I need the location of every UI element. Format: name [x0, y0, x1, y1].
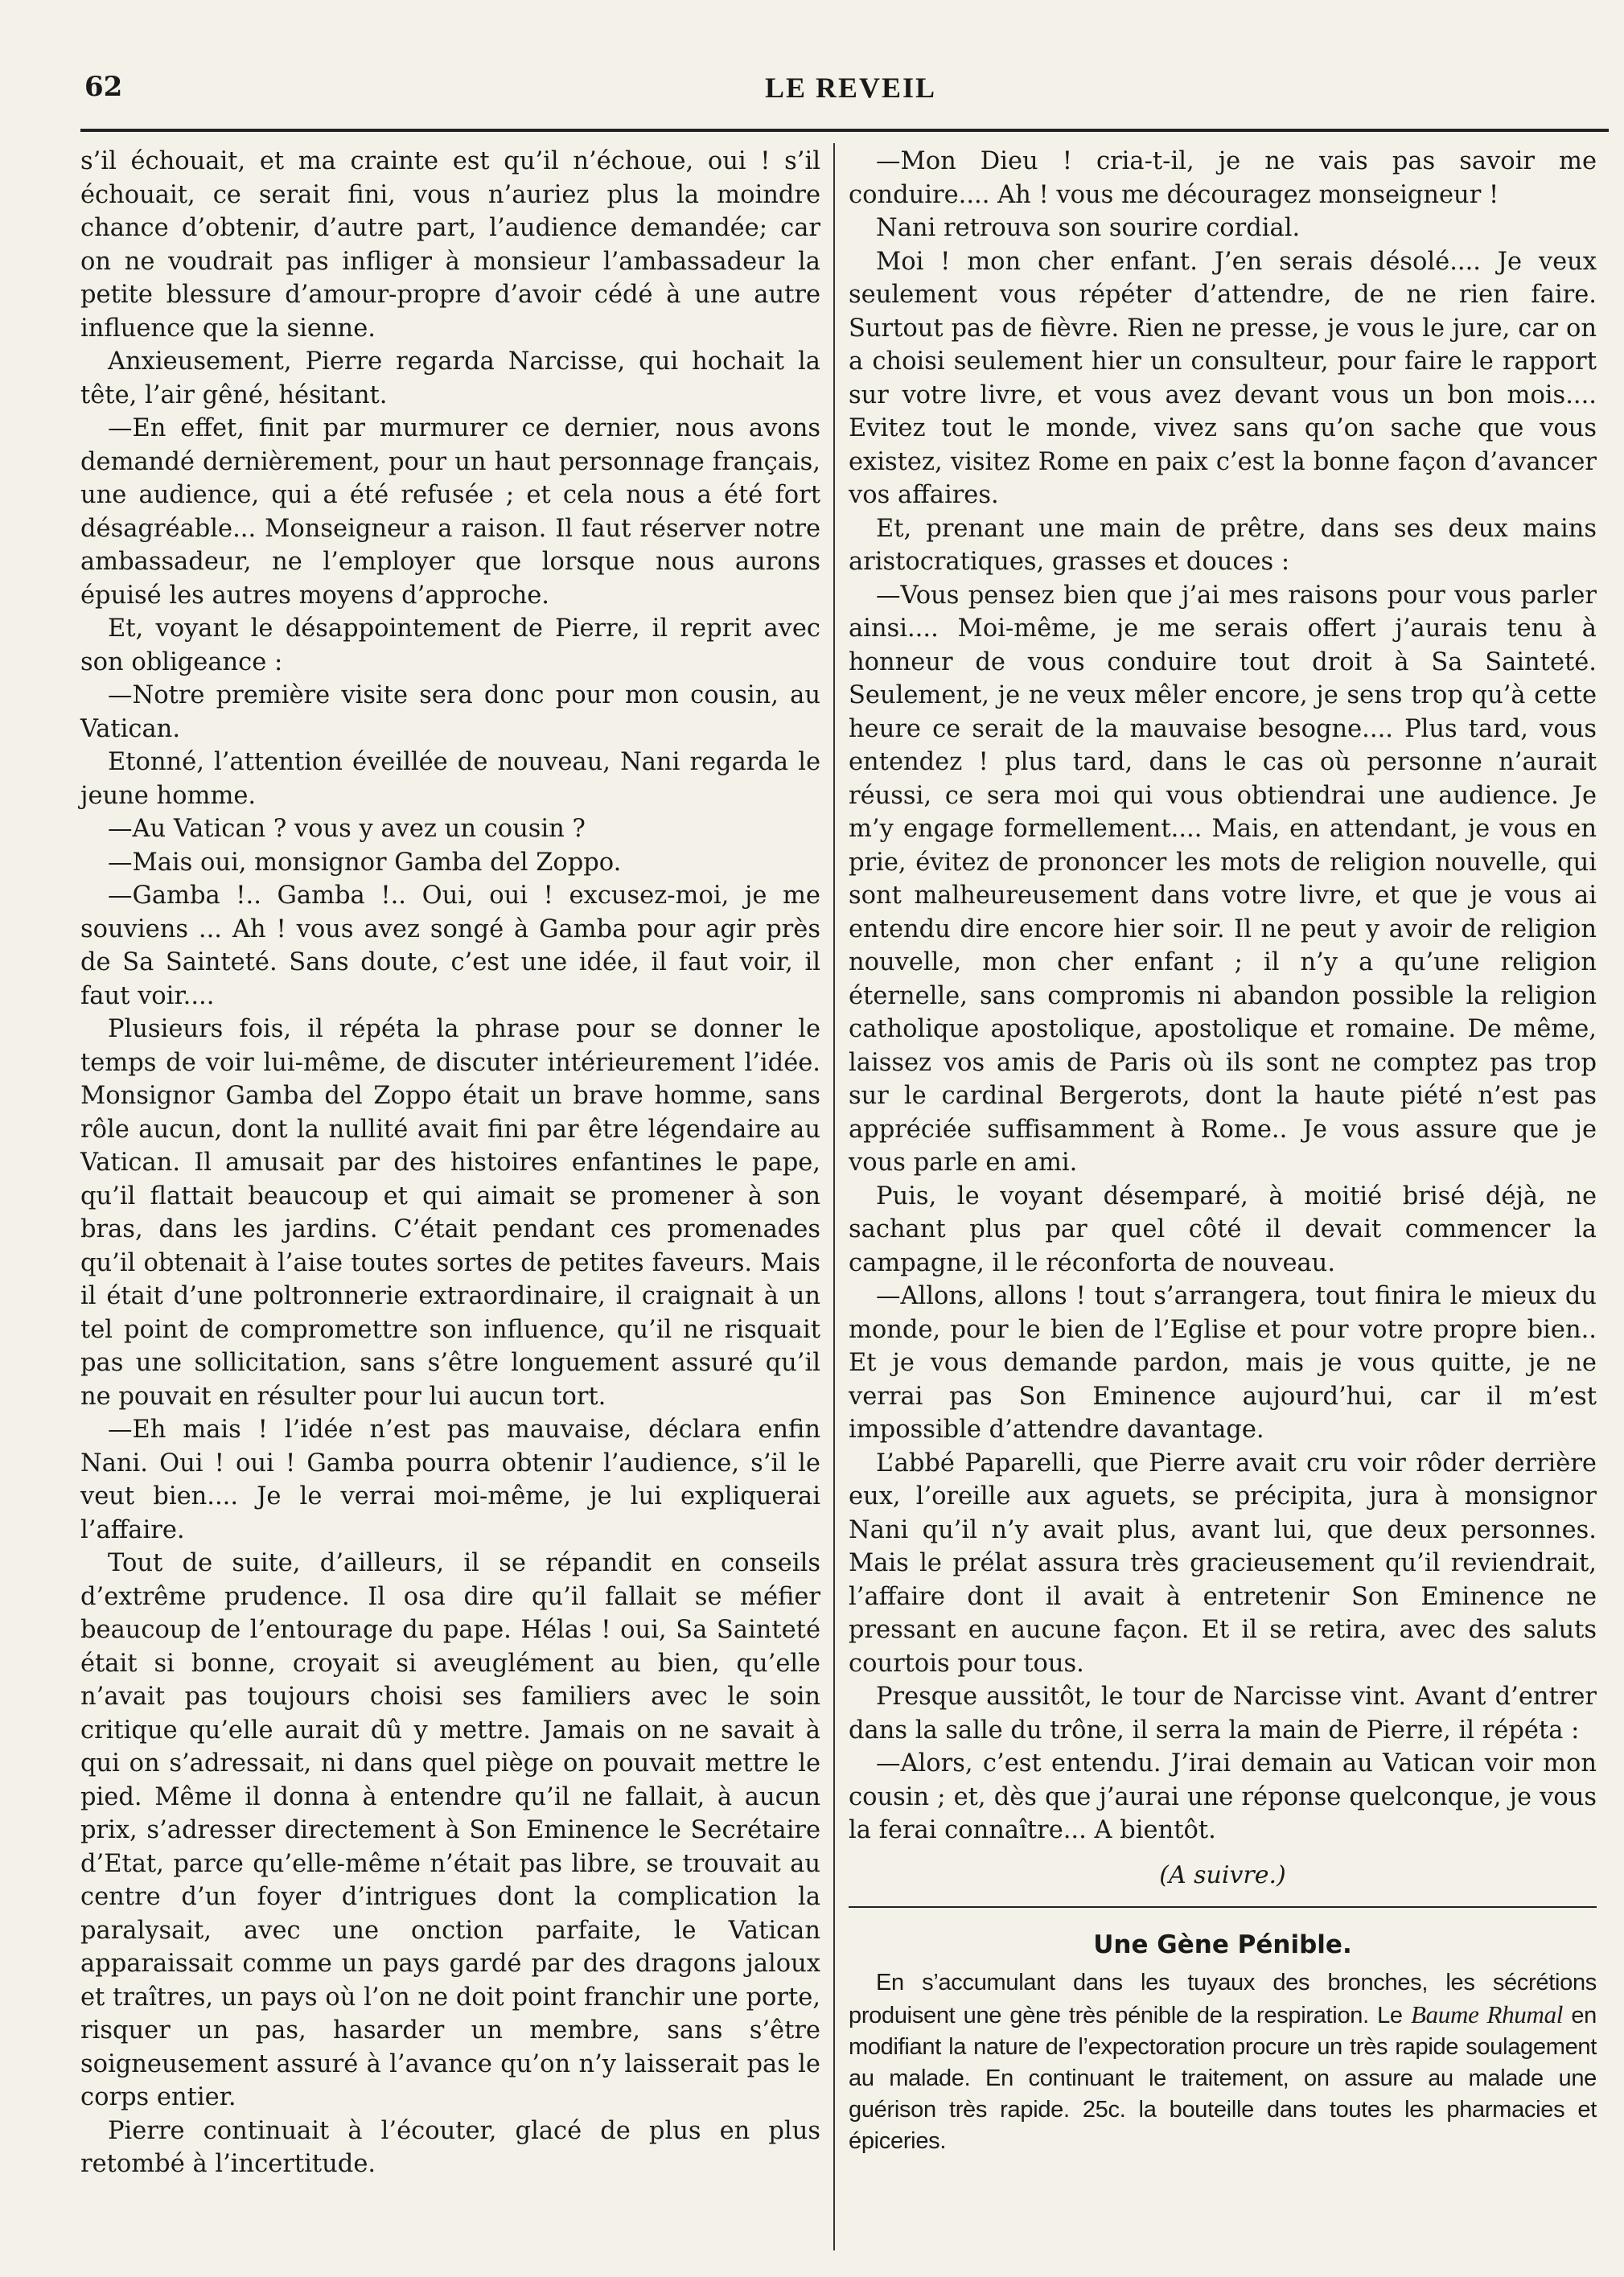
advertisement-notice	[849, 1929, 1597, 2157]
paragraph: Moi ! mon cher enfant. J’en serais désolé.... Je veux seulement vous répéter d’attendre, de ne rien faire. Surtout pas de fièvre. Rien ne presse, je vous le jure, car on a choisi seulement hier un consulteur, pour faire le rapport sur votre livre, et vous avez devant vous un bon mois.... Evitez tout le monde, vivez sans qu’on sache que vous existez, visitez Rome en paix c’est la bonne façon d’avancer vos affaires.	[849, 247, 1597, 509]
paragraph: Et, voyant le désappointement de Pierre, il reprit avec son obligeance :	[80, 614, 820, 676]
notice-body	[849, 1967, 1597, 2157]
paragraph: —Allons, allons ! tout s’arrangera, tout finira le mieux du monde, pour le bien de l’Eglise et pour votre propre bien.. Et je vous demande pardon, mais je vous quitte, je ne verrai pas Son Eminence aujourd’hui, car il m’est impossible d’attendre davantage.	[849, 1282, 1597, 1444]
paragraph: L’abbé Paparelli, que Pierre avait cru voir rôder derrière eux, l’oreille aux aguets, se précipita, jura à monsignor Nani qu’il n’y avait plus, avant lui, que deux personnes. Mais le prélat assura très gracieusement qu’il reviendrait, l’affaire dont il avait à entretenir Son Eminence ne pressant en aucune façon. Et il se retira, avec des saluts courtois pour tous.	[849, 1449, 1597, 1678]
page-number: 62	[84, 71, 123, 103]
notice-text: en modifiant la nature de l’expectoration procure un très rapide soulagement au malade. En continuant le traitement, on assure au malade une guérison très rapide. 25c. la bouteille dans toutes les pharmacies et épiceries.	[849, 2002, 1597, 2154]
paragraph: —Vous pensez bien que j’ai mes raisons pour vous parler ainsi.... Moi-même, je me serais offert j’aurais tenu à honneur de vous conduire tout droit à Sa Sainteté. Seulement, je ne veux mêler encore, je sens trop qu’à cette heure ce serait de la mauvaise besogne.... Plus tard, vous entendez ! plus tard, dans le cas où personne n’aurait réussi, ce sera moi qui vous obtiendrai une audience. Je m’y engage formellement.... Mais, en attendant, je vous en prie, évitez de prononcer les mots de religion nouvelle, qui sont malheureusement dans votre livre, et que je vous ai entendu dire encore hier soir. Il ne peut y avoir de religion nouvelle, mon cher enfant ; il n’y a qu’une religion éternelle, sans compromis ni abandon possible la religion catholique apostolique, apostolique et romaine. De même, laissez vos amis de Paris où ils sont ne comptez pas trop sur le cardinal Bergerots, dont la haute piété n’est pas appréciée suffisamment à Rome.. Je vous assure que je vous parle en ami.	[849, 581, 1597, 1177]
paragraph: —Mais oui, monsignor Gamba del Zoppo.	[108, 848, 622, 877]
paragraph: —Notre première visite sera donc pour mon cousin, au Vatican.	[80, 681, 820, 743]
paragraph: s’il échouait, et ma crainte est qu’il n’échoue, oui ! s’il échouait, ce serait fini, vous n’auriez plus la moindre chance d’obtenir, d’autre part, l’audience demandée; car on ne voudrait pas infliger à monsieur l’ambassadeur la petite blessure d’amour-propre d’avoir cédé à une autre influence que la sienne.	[80, 147, 820, 343]
paragraph: —Au Vatican ? vous y avez un cousin ?	[108, 815, 586, 843]
paragraph: Anxieusement, Pierre regarda Narcisse, qui hochait la tête, l’air gêné, hésitant.	[80, 347, 820, 409]
notice-rule	[849, 1906, 1597, 1908]
paragraph: —Alors, c’est entendu. J’irai demain au Vatican voir mon cousin ; et, dès que j’aurai une réponse quelconque, je vous la ferai connaître... A bientôt.	[849, 1749, 1597, 1844]
to-be-continued: (A suivre.)	[1159, 1860, 1286, 1889]
page-header	[84, 71, 1617, 108]
paragraph: —Gamba !.. Gamba !.. Oui, oui ! excusez-moi, je me souviens ... Ah ! vous avez songé à Gamba pour agir près de Sa Sainteté. Sans doute, c’est une idée, il faut voir, il faut voir....	[80, 882, 820, 1010]
left-column	[80, 145, 820, 2181]
running-title: LE REVEIL	[764, 72, 937, 104]
paragraph: —Eh mais ! l’idée n’est pas mauvaise, déclara enfin Nani. Oui ! oui ! Gamba pourra obtenir l’audience, s’il le veut bien.... Je le verrai moi-même, je lui expliquerai l’affaire.	[80, 1416, 820, 1544]
header-rule	[80, 129, 1609, 132]
column-divider	[833, 143, 835, 2250]
paragraph: Puis, le voyant désemparé, à moitié brisé déjà, ne sachant plus par quel côté il devait commencer la campagne, il le réconforta de nouveau.	[849, 1182, 1597, 1277]
notice-title: Une Gène Pénible.	[1093, 1930, 1352, 1959]
right-column	[849, 145, 1597, 2157]
paragraph: Etonné, l’attention éveillée de nouveau, Nani regarda le jeune homme.	[80, 748, 820, 810]
paragraph: Et, prenant une main de prêtre, dans ses deux mains aristocratiques, grasses et douces :	[849, 514, 1597, 576]
product-name: Baume Rhumal	[1410, 2000, 1564, 2028]
paragraph: Presque aussitôt, le tour de Narcisse vint. Avant d’entrer dans la salle du trône, il serra la main de Pierre, il répéta :	[849, 1683, 1597, 1745]
paragraph: Pierre continuait à l’écouter, glacé de plus en plus retombé à l’incertitude.	[80, 2116, 820, 2178]
paragraph: —Mon Dieu ! cria-t-il, je ne vais pas savoir me conduire.... Ah ! vous me découragez monseigneur !	[849, 147, 1597, 209]
paragraph: —En effet, finit par murmurer ce dernier, nous avons demandé dernièrement, pour un haut personnage français, une audience, qui a été refusée ; et cela nous a été fort désagréable... Monseigneur a raison. Il faut réserver notre ambassadeur, ne l’employer que lorsque nous aurons épuisé les autres moyens d’approche.	[80, 414, 820, 610]
paragraph: Tout de suite, d’ailleurs, il se répandit en conseils d’extrême prudence. Il osa dire qu’il fallait se méfier beaucoup de l’entourage du pape. Hélas ! oui, Sa Sainteté était si bonne, croyait si aveuglément au bien, qu’elle n’avait pas toujours choisi ses familiers avec le soin critique qu’elle aurait dû y mettre. Jamais on ne savait à qui on s’adressait, ni dans quel piège on pouvait mettre le pied. Même il donna à entendre qu’il ne fallait, à aucun prix, s’adresser directement à Son Eminence le Secrétaire d’Etat, parce qu’elle-même n’était pas libre, se trouvait au centre d’un foyer d’intrigues dont la complication la paralysait, avec une onction parfaite, le Vatican apparaissait comme un pays gardé par des dragons jaloux et traîtres, un pays où l’on ne doit point franchir une porte, risquer un pas, hasarder un membre, sans s’être soigneusement assuré à l’avance qu’on n’y laisserait pas le corps entier.	[80, 1549, 820, 2111]
paragraph: Nani retrouva son sourire cordial.	[876, 214, 1301, 242]
notice-text: En s’accumulant dans les tuyaux des bronches, les sécrétions produisent une gène très pénible de la respiration. Le	[849, 1969, 1597, 2028]
paragraph: Plusieurs fois, il répéta la phrase pour se donner le temps de voir lui-même, de discuter intérieurement l’idée. Monsignor Gamba del Zoppo était un brave homme, sans rôle aucun, dont la nullité avait fini par être légendaire au Vatican. Il amusait par des histoires enfantines le pape, qu’il flattait beaucoup et qui aimait se promener à son bras, dans les jardins. C’était pendant ces promenades qu’il obtenait à l’aise toutes sortes de petites faveurs. Mais il était d’une poltronnerie extraordinaire, il craignait à un tel point de compromettre son influence, qu’il ne risquait pas une sollicitation, sans s’être longuement assuré qu’il ne pouvait en résulter pour lui aucun tort.	[80, 1015, 820, 1411]
